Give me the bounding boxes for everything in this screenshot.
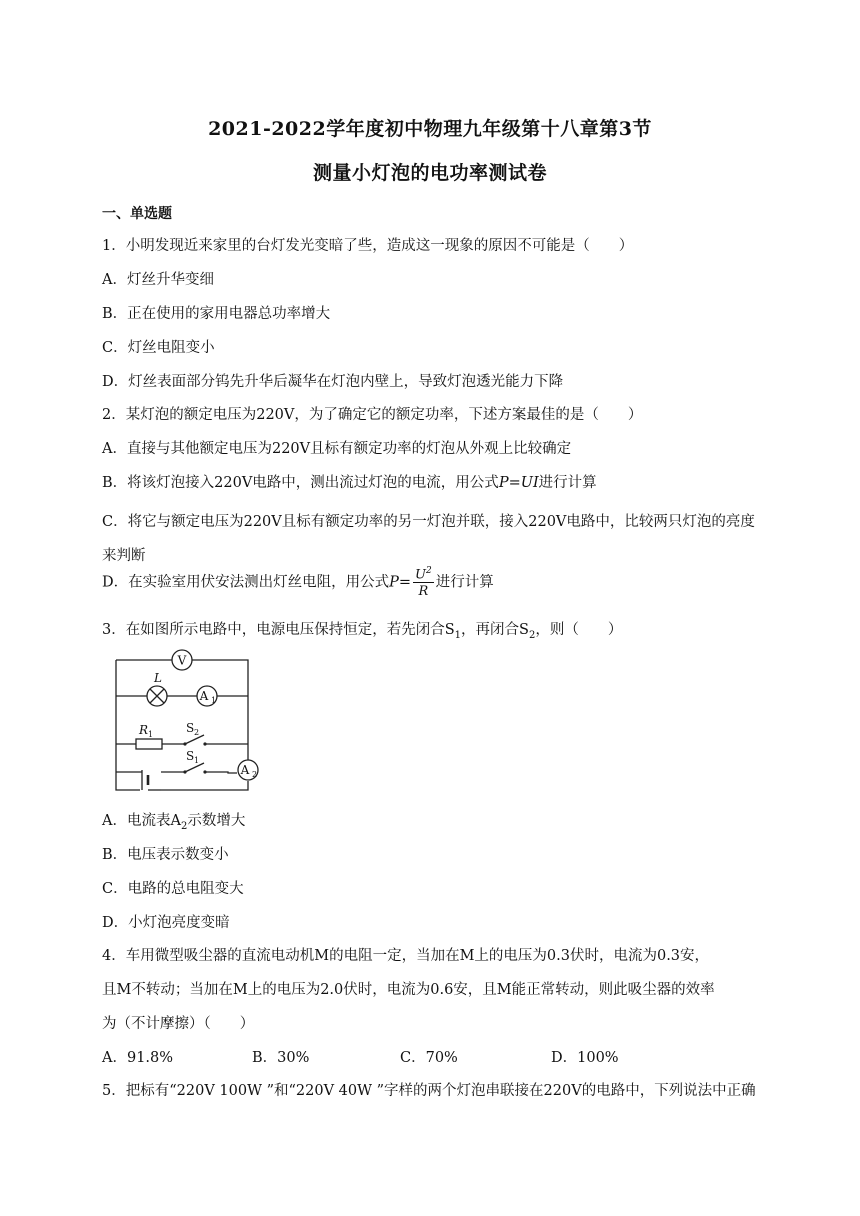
q3-option-c: C．电路的总电阻变大 [102,881,244,897]
q2-option-d-tail: 进行计算 [435,574,494,591]
q2-option-b-formula: P=UI [498,475,539,491]
resistor-symbol [136,723,162,749]
lamp-label: L [154,671,162,685]
page-title-line-1: 2021-2022学年度初中物理九年级第十八章第3节 [208,118,652,140]
ammeter-a1-symbol [197,686,217,706]
q1-option-d: D．灯丝表面部分钨先升华后凝华在灯泡内壁上，导致灯泡透光能力下降 [102,374,564,390]
fraction-numerator: U [415,567,426,583]
q4-stem-line-2: 且M不转动；当加在M上的电压为2.0伏时，电流为0.6安，且M能正常转动，则此吸尘器的效率 [102,982,715,998]
section-heading: 一、单选题 [102,206,172,222]
q3-option-a-tail: 示数增大 [187,813,246,829]
fraction-exponent: 2 [426,566,432,576]
ammeter-a2-label: A [240,763,250,777]
ammeter-a2-symbol [238,760,258,780]
q3-stem-text: 3．在如图所示电路中，电源电压保持恒定，若先闭合S [102,622,455,638]
switch-s1-sub: 1 [194,756,200,765]
q4-option-c: C．70% [400,1050,458,1066]
voltmeter-symbol [172,650,192,670]
q3-option-a-sub: 2 [180,820,188,832]
q3-option-b: B．电压表示数变小 [102,847,229,863]
switch-s2-label: S [186,721,195,735]
q3-stem [102,618,622,641]
q2-option-d-text: D．在实验室用伏安法测出灯丝电阻，用公式 [102,574,390,591]
q1-stem: 1．小明发现近来家里的台灯发光变暗了些，造成这一现象的原因不可能是（ ） [102,238,634,254]
battery-symbol [142,770,161,790]
q3-stem-sub2: 2 [528,629,536,641]
q4-stem-line-1: 4．车用微型吸尘器的直流电动机M的电阻一定，当加在M上的电压为0.3伏时，电流为0.3安， [102,948,710,964]
q1-option-b: B．正在使用的家用电器总功率增大 [102,306,331,322]
switch-s2-symbol [183,721,206,746]
q2-option-b-tail: 进行计算 [538,475,597,491]
q5-stem-line-1: 5．把标有“220V 100W ”和“220V 40W ”字样的两个灯泡串联接在220V的电路中，下列说法中正确 [102,1083,756,1099]
q3-stem-tail: ，则（ ） [535,622,623,638]
q1-option-a: A．灯丝升华变细 [102,272,214,288]
q2-option-d-lhs: P= [389,574,412,591]
q2-option-b [102,471,597,492]
q2-option-d-fraction [413,567,434,598]
q4-option-b: B．30% [252,1050,310,1066]
fraction-denominator: R [418,584,429,600]
q3-option-a [102,809,245,832]
switch-s2-sub: 2 [194,728,200,737]
ammeter-a1-sub: 1 [211,696,217,705]
q4-stem-line-3: 为（不计摩擦）（ ） [102,1016,255,1032]
q3-stem-mid: ，再闭合S [461,622,529,638]
q2-option-d [102,567,494,598]
lamp-symbol [147,671,167,706]
resistor-label: R [139,723,149,737]
q2-option-c: C．将它与额定电压为220V且标有额定功率的另一灯泡并联，接入220V电路中，比较两只灯泡的亮度来判断 [102,514,755,564]
q2-option-a: A．直接与其他额定电压为220V且标有额定功率的灯泡从外观上比较确定 [102,441,572,457]
q3-stem-sub1: 1 [454,629,462,641]
q2-option-b-text: B．将该灯泡接入220V电路中，测出流过灯泡的电流，用公式 [102,475,499,491]
page-title-line-2: 测量小灯泡的电功率测试卷 [312,162,547,184]
ammeter-a2-sub: 2 [252,770,258,779]
q4-option-d: D．100% [551,1050,619,1066]
switch-s1-symbol [183,749,206,774]
q3-option-a-text: A．电流表A [102,813,181,829]
q3-option-d: D．小灯泡亮度变暗 [102,915,230,931]
q4-option-a: A．91.8% [102,1050,174,1066]
q1-option-c: C．灯丝电阻变小 [102,340,215,356]
switch-s1-label: S [186,749,195,763]
q2-stem: 2．某灯泡的额定电压为220V，为了确定它的额定功率，下述方案最佳的是（ ） [102,407,643,423]
voltmeter-label: V [177,653,187,668]
ammeter-a1-label: A [199,689,209,703]
circuit-diagram [108,648,274,796]
resistor-sub: 1 [148,730,154,739]
